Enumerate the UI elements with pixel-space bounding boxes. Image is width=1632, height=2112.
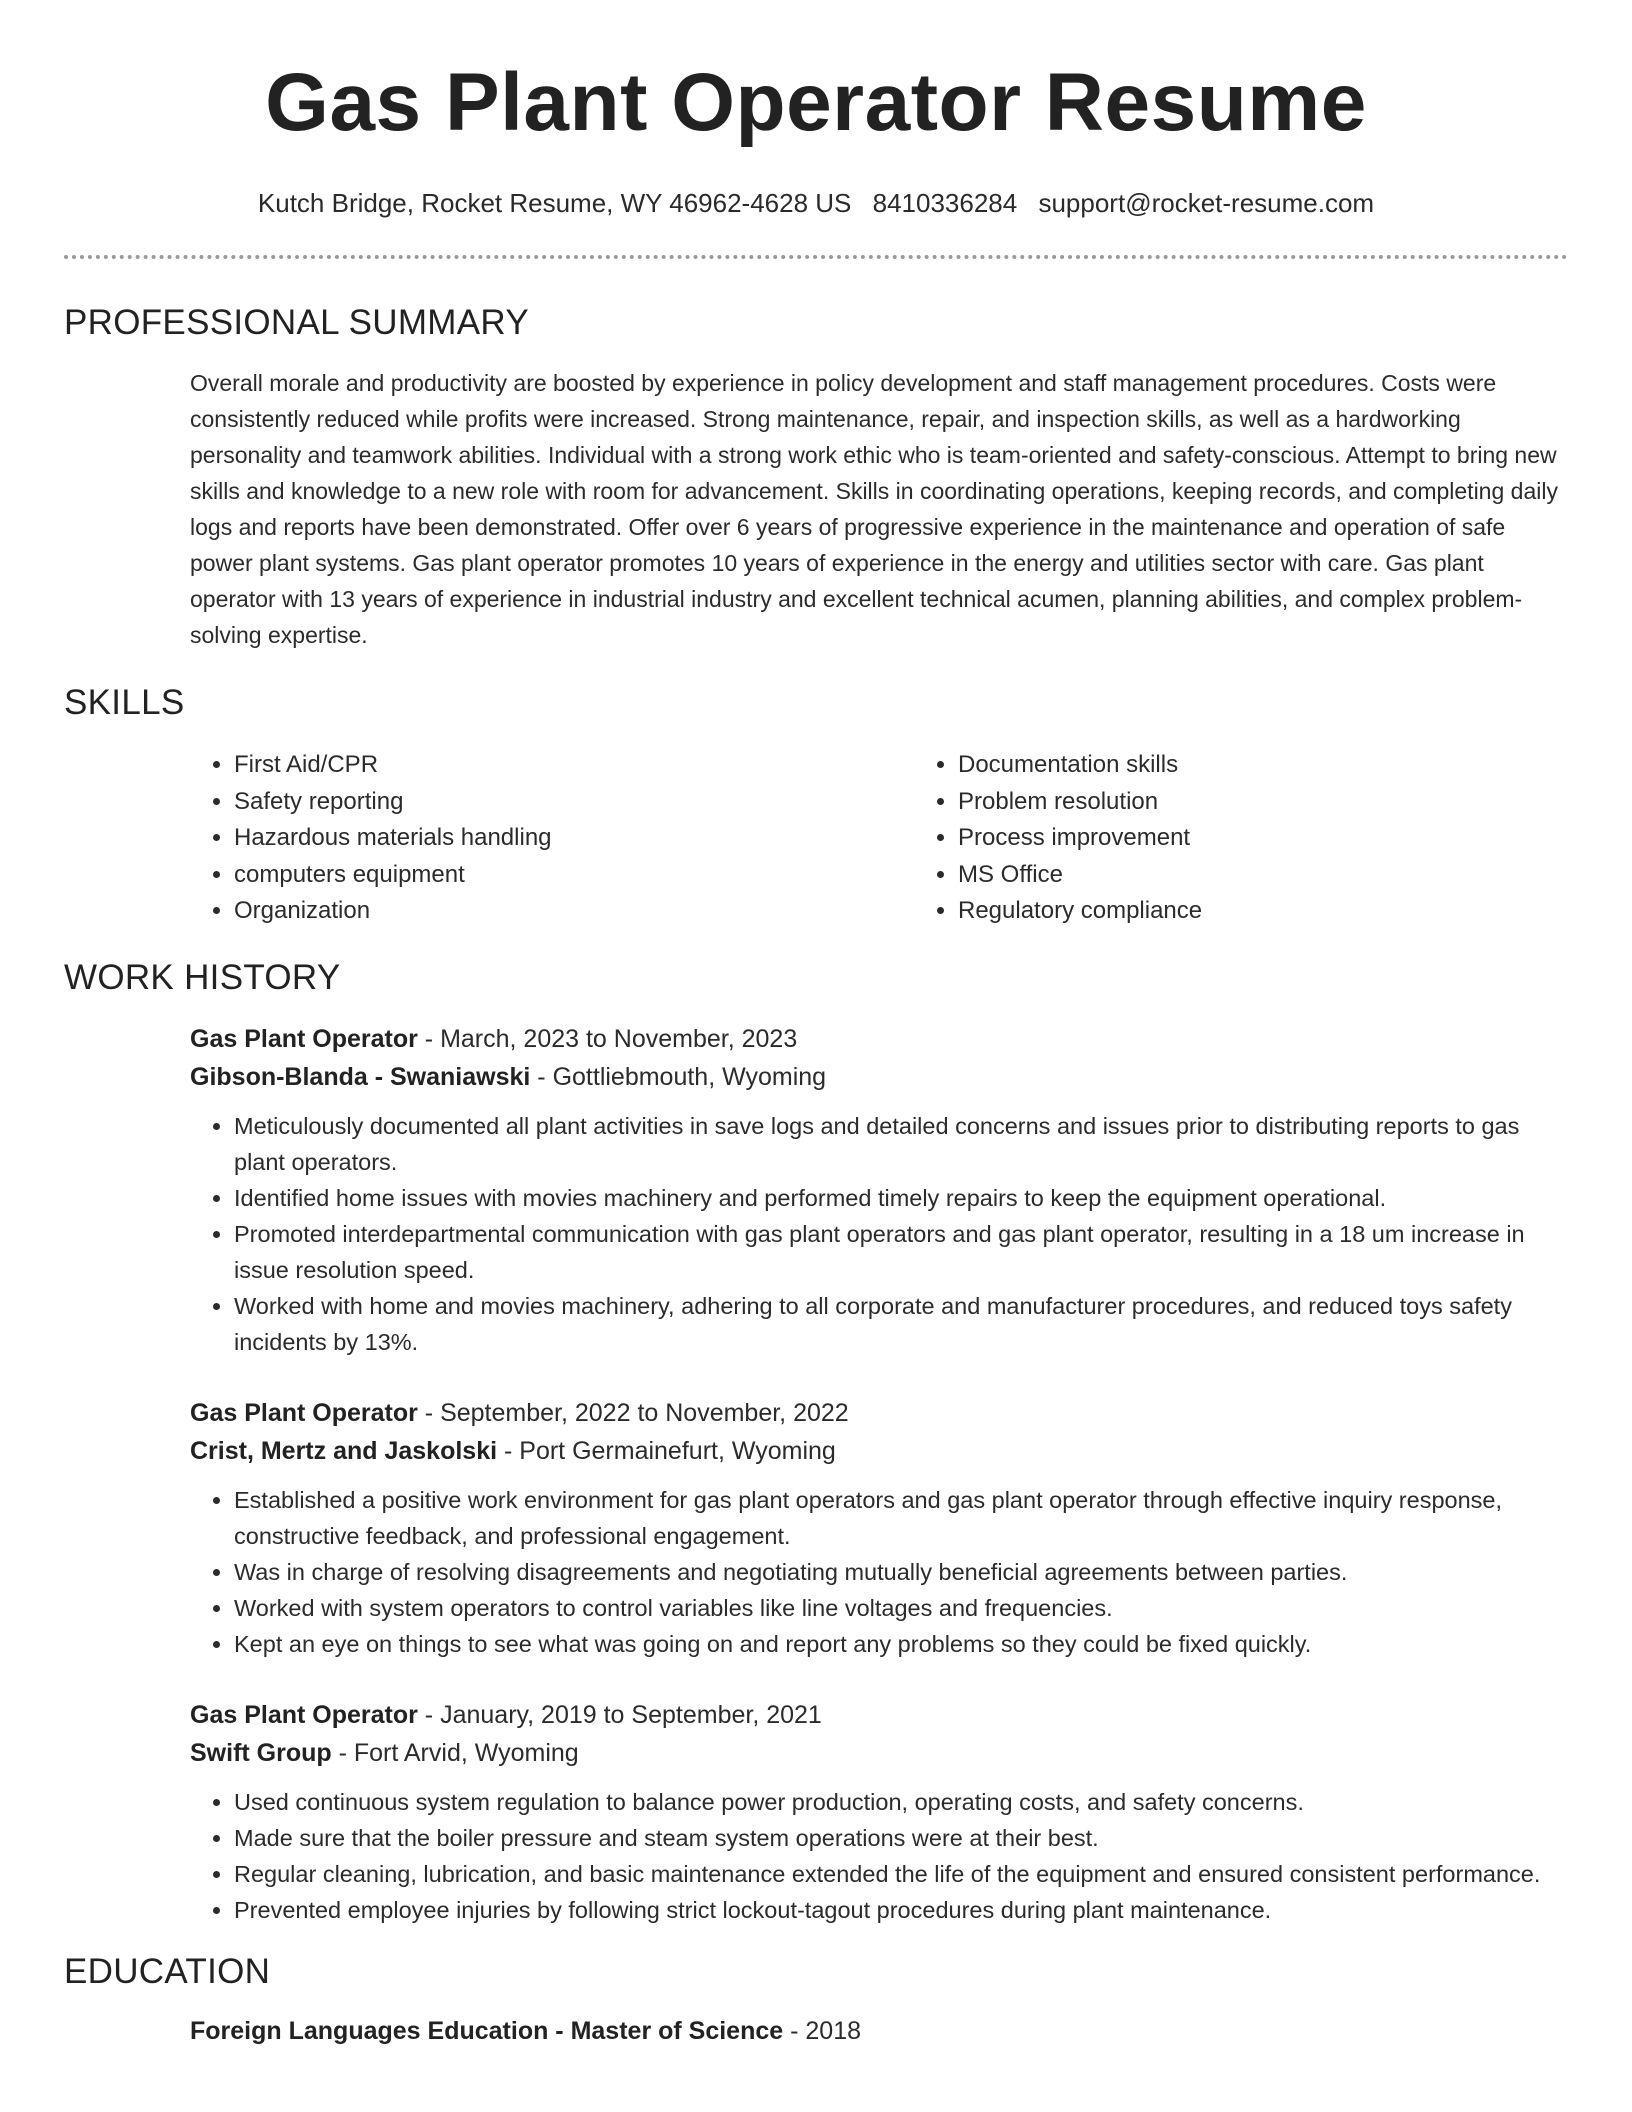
job-bullet: • Worked with home and movies machinery, adhering to all corporate and manufacturer procedures, and reduced toys safety incidents by 13%.	[234, 1288, 1568, 1360]
job-company: Crist, Mertz and Jaskolski	[190, 1436, 498, 1465]
job-location: - Fort Arvid, Wyoming	[331, 1738, 579, 1767]
job-title-line	[190, 1020, 1568, 1058]
work-history-section	[64, 1020, 1568, 1928]
skill-item: • Organization	[234, 893, 914, 930]
job-company: Swift Group	[190, 1738, 332, 1767]
job-bullet: • Was in charge of resolving disagreements and negotiating mutually beneficial agreements between parties.	[234, 1554, 1568, 1590]
header-divider	[64, 255, 1568, 259]
job-bullet: • Worked with system operators to control variables like line voltages and frequencies.	[234, 1590, 1568, 1626]
job-dates: - January, 2019 to September, 2021	[417, 1700, 822, 1729]
job-bullet: • Meticulously documented all plant activities in save logs and detailed concerns and issues prior to distributing reports to gas plant operators.	[234, 1108, 1568, 1180]
job-bullets	[190, 1482, 1568, 1662]
summary-section	[64, 365, 1568, 653]
job-company-line	[190, 1432, 1568, 1470]
education-heading: EDUCATION	[64, 1951, 271, 1991]
contact-email: support@rocket-resume.com	[1038, 188, 1375, 218]
education-year: - 2018	[783, 2016, 862, 2045]
contact-phone: 8410336284	[872, 188, 1018, 218]
job-title: Gas Plant Operator	[190, 1398, 418, 1427]
job-dates: - March, 2023 to November, 2023	[417, 1024, 798, 1053]
job-bullet: • Made sure that the boiler pressure and steam system operations were at their best.	[234, 1820, 1568, 1856]
skill-item: • Hazardous materials handling	[234, 820, 914, 857]
job-entry	[190, 1394, 1568, 1662]
job-bullet: • Identified home issues with movies machinery and performed timely repairs to keep the equipment operational.	[234, 1180, 1568, 1216]
job-title-line	[190, 1394, 1568, 1432]
contact-line	[64, 188, 1568, 219]
job-company-line	[190, 1734, 1568, 1772]
job-company-line	[190, 1058, 1568, 1096]
job-company: Gibson-Blanda - Swaniawski	[190, 1062, 531, 1091]
job-entry	[190, 1020, 1568, 1360]
job-location: - Gottliebmouth, Wyoming	[530, 1062, 827, 1091]
skills-heading: SKILLS	[64, 683, 185, 722]
skill-item: • Process improvement	[958, 820, 1202, 857]
job-bullet: • Kept an eye on things to see what was going on and report any problems so they could be fixed quickly.	[234, 1626, 1568, 1662]
skills-column-left	[190, 747, 914, 930]
education-entry	[190, 2012, 1568, 2050]
contact-address: Kutch Bridge, Rocket Resume, WY 46962-4628 US	[257, 188, 852, 218]
job-bullet: • Promoted interdepartmental communication with gas plant operators and gas plant operator, resulting in a 18 um increase in issue resolution speed.	[234, 1216, 1568, 1288]
skill-item: • Documentation skills	[958, 747, 1202, 784]
work-history-heading: WORK HISTORY	[64, 957, 341, 997]
job-title: Gas Plant Operator	[190, 1700, 418, 1729]
job-bullet: • Regular cleaning, lubrication, and basic maintenance extended the life of the equipment and ensured consistent performance.	[234, 1856, 1568, 1892]
job-bullets	[190, 1784, 1568, 1928]
job-bullet: • Prevented employee injuries by following strict lockout-tagout procedures during plant maintenance.	[234, 1892, 1568, 1928]
skill-item: • First Aid/CPR	[234, 747, 914, 784]
skills-list	[64, 747, 1568, 930]
skill-item: • computers equipment	[234, 857, 914, 894]
summary-text: Overall morale and productivity are boosted by experience in policy development and staff management procedures. Costs were consistently reduced while profits were increased. Strong maintenance, repair, and inspection skills, as well as a hardworking personality and teamwork abilities. Individual with a strong work ethic who is team-oriented and safety-conscious. Attempt to bring new skills and knowledge to a new role with room for advancement. Skills in coordinating operations, keeping records, and completing daily logs and reports have been demonstrated. Offer over 6 years of progressive experience in the maintenance and operation of safe power plant systems. Gas plant operator promotes 10 years of experience in the energy and utilities sector with care. Gas plant operator with 13 years of experience in industrial industry and excellent technical acumen, planning abilities, and complex problem-solving expertise.	[190, 370, 1558, 648]
job-title-line	[190, 1696, 1568, 1734]
education-degree: Foreign Languages Education - Master of Science	[190, 2016, 784, 2045]
job-entry	[190, 1696, 1568, 1928]
job-bullet: • Used continuous system regulation to balance power production, operating costs, and safety concerns.	[234, 1784, 1568, 1820]
job-title: Gas Plant Operator	[190, 1024, 418, 1053]
skill-item: • MS Office	[958, 857, 1202, 894]
skill-item: • Regulatory compliance	[958, 893, 1202, 930]
education-section	[64, 2012, 1568, 2050]
job-location: - Port Germainefurt, Wyoming	[497, 1436, 836, 1465]
skills-column-right	[914, 747, 1202, 930]
skill-item: • Safety reporting	[234, 784, 914, 821]
job-bullets	[190, 1108, 1568, 1360]
job-bullet: • Established a positive work environment for gas plant operators and gas plant operator through effective inquiry response, constructive feedback, and professional engagement.	[234, 1482, 1568, 1554]
summary-heading: PROFESSIONAL SUMMARY	[64, 303, 529, 342]
resume-title: Gas Plant Operator Resume	[265, 57, 1367, 148]
skill-item: • Problem resolution	[958, 784, 1202, 821]
job-dates: - September, 2022 to November, 2022	[417, 1398, 849, 1427]
